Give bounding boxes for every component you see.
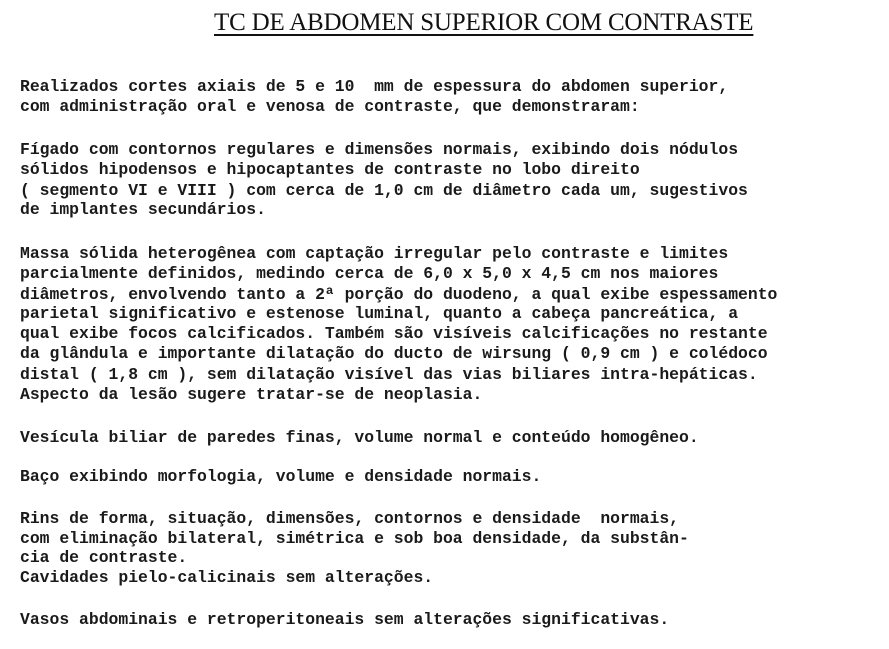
liver-finding-line: sólidos hipodensos e hipocaptantes de contraste no lobo direito (20, 160, 640, 179)
technique-line: Realizados cortes axiais de 5 e 10 mm de espessura do abdomen superior, (20, 77, 729, 96)
kidneys-finding-line: Rins de forma, situação, dimensões, contornos e densidade normais, (20, 509, 680, 528)
report-title: TC DE ABDOMEN SUPERIOR COM CONTRASTE (214, 9, 754, 36)
kidneys-finding-line: com eliminação bilateral, simétrica e sob boa densidade, da substân- (20, 529, 689, 548)
mass-finding-line: Massa sólida heterogênea com captação irregular pelo contraste e limites (20, 244, 729, 263)
technique-line: com administração oral e venosa de contraste, que demonstraram: (20, 97, 640, 116)
liver-finding-line: ( segmento VI e VIII ) com cerca de 1,0 cm de diâmetro cada um, sugestivos (20, 181, 748, 200)
liver-finding-line: de implantes secundários. (20, 200, 266, 219)
kidneys-finding-line: cia de contraste. (20, 548, 188, 567)
mass-finding-line: parcialmente definidos, medindo cerca de 6,0 x 5,0 x 4,5 cm nos maiores (20, 264, 719, 283)
mass-finding-line: Aspecto da lesão sugere tratar-se de neoplasia. (20, 385, 483, 404)
mass-finding-line: qual exibe focos calcificados. Também são visíveis calcificações no restante (20, 324, 768, 343)
kidneys-finding-line: Cavidades pielo-calicinais sem alterações. (20, 568, 434, 587)
liver-finding-line: Fígado com contornos regulares e dimensões normais, exibindo dois nódulos (20, 140, 739, 159)
gallbladder-finding-line: Vesícula biliar de paredes finas, volume normal e conteúdo homogêneo. (20, 428, 699, 447)
mass-finding-line: parietal significativo e estenose luminal, quanto a cabeça pancreática, a (20, 304, 739, 323)
spleen-finding-line: Baço exibindo morfologia, volume e densidade normais. (20, 467, 542, 486)
mass-finding-line: da glândula e importante dilatação do ducto de wirsung ( 0,9 cm ) e colédoco (20, 344, 768, 363)
mass-finding-line: diâmetros, envolvendo tanto a 2ª porção do duodeno, a qual exibe espessamento (20, 285, 778, 304)
mass-finding-line: distal ( 1,8 cm ), sem dilatação visível das vias biliares intra-hepáticas. (20, 365, 758, 384)
vessels-finding-line: Vasos abdominais e retroperitoneais sem alterações significativas. (20, 610, 670, 629)
